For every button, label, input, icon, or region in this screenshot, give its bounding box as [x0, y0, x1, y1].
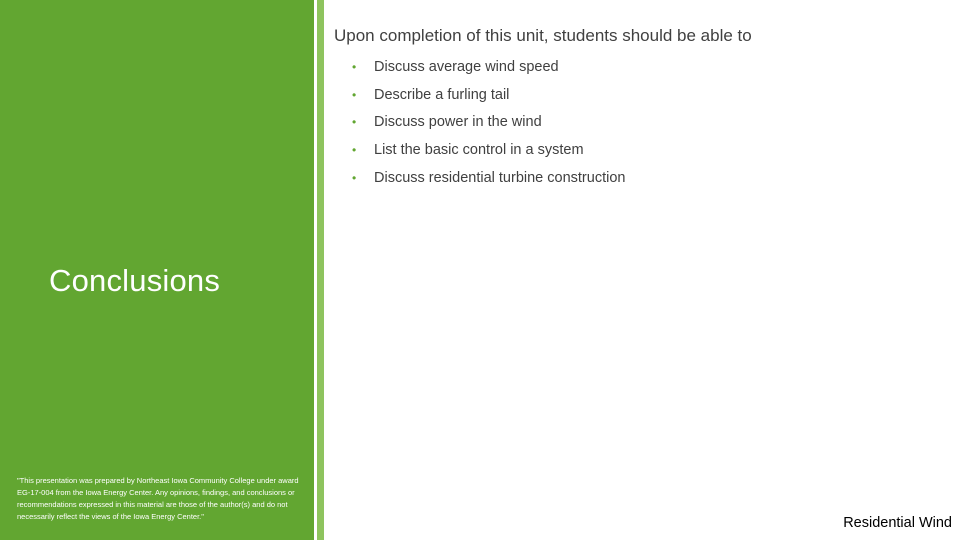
- objective-label: Discuss average wind speed: [374, 58, 559, 75]
- bullet-icon: •: [352, 171, 357, 186]
- slide-title: Conclusions: [49, 263, 221, 298]
- objective-item: [352, 81, 625, 109]
- footer-text: Residential Wind: [843, 515, 952, 531]
- bullet-icon: •: [352, 115, 357, 130]
- objective-label: List the basic control in a system: [374, 142, 584, 159]
- bullet-icon: •: [352, 143, 357, 158]
- objective-label: Discuss power in the wind: [374, 114, 542, 131]
- bullet-icon: •: [352, 87, 357, 102]
- disclaimer-text: "This presentation was prepared by Northeast Iowa Community College under award EG-17-004 from the Iowa Energy Center. Any opinions, findings, and conclusions or recommendations expressed in this material are those of the author(s) and do not necessarily reflect the views of the Iowa Energy Center.": [17, 476, 299, 521]
- objectives-list: [352, 53, 625, 192]
- objective-item: [352, 164, 625, 192]
- objective-label: Discuss residential turbine construction: [374, 170, 626, 187]
- objective-label: Describe a furling tail: [374, 86, 510, 103]
- objective-item: [352, 136, 625, 164]
- intro-text: Upon completion of this unit, students should be able to: [334, 26, 752, 45]
- bullet-icon: •: [352, 59, 357, 74]
- objective-item: [352, 53, 625, 81]
- accent-stripe: [317, 0, 324, 540]
- title-panel: [0, 0, 314, 540]
- objective-item: [352, 109, 625, 137]
